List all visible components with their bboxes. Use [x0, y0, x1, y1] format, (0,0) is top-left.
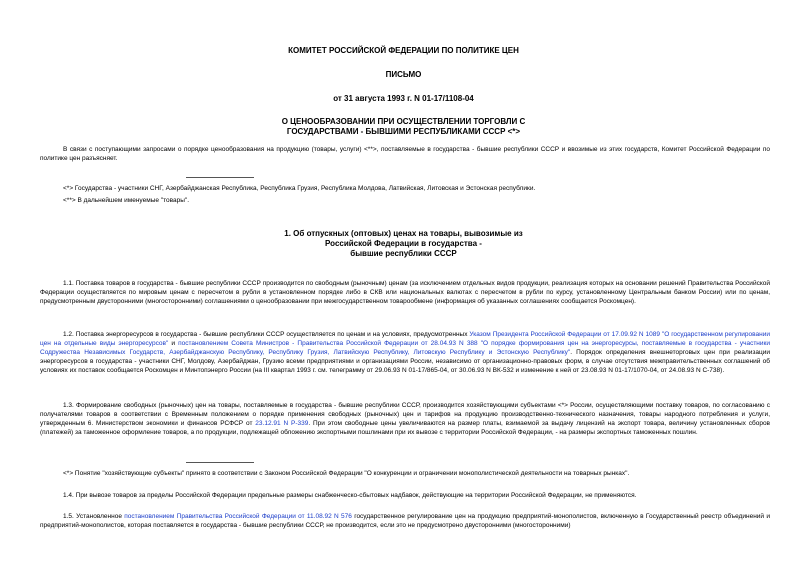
footnote-divider	[186, 177, 254, 178]
paragraph-1-5-text-a: 1.5. Установленное	[63, 513, 125, 520]
document-type: ПИСЬМО	[385, 70, 422, 79]
section-heading-line-1: 1. Об отпускных (оптовых) ценах на товары, вывозимые из	[284, 229, 523, 238]
section-heading-line-3: бывшие республики СССР	[350, 249, 457, 258]
section-heading-line-2: Российской Федерации в государства -	[325, 239, 482, 248]
footnote-business-entities: <*> Понятие "хозяйствующие субъекты" принято в соответствии с Законом Российской Федерации "О конкуренции и ограничении монополистической деятельности на товарных рынках".	[63, 470, 630, 477]
document-title	[0, 117, 807, 137]
footnote-divider-2	[186, 462, 254, 463]
footnote-goods: <**> В дальнейшем именуемые "товары".	[63, 197, 190, 204]
paragraph-1-1: 1.1. Поставка товаров в государства - бывшие республики СССР производится по свободным (рыночным) ценам (за исключением отдельных видов продукции, реализация которых на основании решений Правительства Российской Федерации осуществляется по мировым ценам с пересчетом в рубли в установленном порядке либо в СКВ или национальных валютах с пересчетом в рубли по курсу, установленному Центральным банком России) или по ценам, предусмотренным двусторонними (многосторонними) соглашениями о ценообразовании при межгосударственном товарообмене (информация об указанных соглашениях сообщается Роскомцен).	[40, 280, 770, 305]
link-postanovlenie-576[interactable]: постановлением Правительства Российской Федерации от 11.08.92 N 576	[124, 513, 352, 520]
document-date-number: от 31 августа 1993 г. N 01-17/1108-04	[333, 94, 474, 103]
title-line-1: О ЦЕНООБРАЗОВАНИИ ПРИ ОСУЩЕСТВЛЕНИИ ТОРГОВЛИ С	[281, 117, 526, 126]
paragraph-1-2-text-c: . Порядок определения внешнеторговых цен при реализации энергоресурсов в государства - участники СНГ, Молдову, Азербайджан, Грузию всеми предприятиями и организациями России, независимо от организационно-правовых форм, в случае отсутствия межправительственных соглашений об условиях их поставок сообщается Роскомцен и Минтопэнерго России (на III квартал 1993 г. см. телеграмму от 29.06.93 N 01-17/865-04, от 30.06.93 N ВК-532 и изменение к ней от 23.08.93 N 01-17/1070-04, от 24.08.93 N С-738).	[40, 349, 770, 374]
link-postanovlenie-388[interactable]: постановлением Совета Министров - Правительства Российской Федерации от 28.04.93 N 388 "О порядке формирования цен на энергоресурсы, поставляемые в государства - участники Содружества Независимых Государств, Азербайджанскую Республику, Республику Грузия, Латвийскую Республику, Литовскую Республику и Эстонскую Республику"	[40, 340, 770, 356]
paragraph-1-3	[40, 401, 770, 437]
intro-paragraph: В связи с поступающими запросами о порядке ценообразования на продукцию (товары, услуги) <**>, поставляемые в государства - бывшие республики СССР и ввозимые из этих государств, Комитет Российской Федерации по политике цен разъясняет.	[40, 146, 770, 162]
link-ukaz-1089[interactable]: Указом Президента Российской Федерации от 17.09.92 N 1089 "О государственном регулировании цен на отдельные виды энергоресурсов"	[40, 331, 770, 347]
paragraph-1-5-text-b: государственное регулирование цен на продукцию предприятий-монополистов, включенную в Государственный реестр объединений и предприятий-монополистов, которая поставляется в государства - бывшие республики СССР, не производится, если это не предусмотрено двусторонними (многосторонними)	[40, 513, 770, 529]
paragraph-1-5	[40, 512, 770, 530]
paragraph-1-3-text-a: 1.3. Формирование свободных (рыночных) цен на товары, поставляемые в государства - бывшие республики СССР, производится хозяйствующими субъектами <*> России, осуществляющими поставку товаров, по согласованию с получателями товаров в соответствии с Временным положением о порядке применения свободных (рыночных) цен и тарифов на продукцию производственно-технического назначения, товары народного потребления и услуги, утвержденным 6. Министерством экономики и финансов РСФСР от	[40, 402, 770, 427]
footnote-states: <*> Государства - участники СНГ, Азербайджанская Республика, Республика Грузия, Республика Молдова, Латвийская, Литовская и Эстонская республики.	[63, 185, 536, 192]
paragraph-1-2-text-b: и	[168, 340, 179, 347]
title-line-2: ГОСУДАРСТВАМИ - БЫВШИМИ РЕСПУБЛИКАМИ СССР <*>	[286, 127, 521, 136]
paragraph-1-3-text-b: . При этом свободные цены увеличиваются на размер платы, взимаемой за выдачу лицензий на экспорт товара, величину установленных сборов (платежей) за таможенное оформление товаров, а по продукции, подлежащей обложению экспортными пошлинами при их вывозе с территории Российской Федерации, - на размеры экспортных таможенных пошлин.	[40, 420, 771, 436]
organization-heading: КОМИТЕТ РОССИЙСКОЙ ФЕДЕРАЦИИ ПО ПОЛИТИКЕ ЦЕН	[288, 46, 519, 55]
section-1-heading	[0, 229, 807, 259]
link-r-339[interactable]: 23.12.91 N Р-339	[255, 420, 309, 427]
paragraph-1-4: 1.4. При вывозе товаров за пределы Российской Федерации предельные размеры снабженческо-сбытовых надбавок, действующие на территории Российской Федерации, не применяются.	[63, 492, 637, 499]
paragraph-1-2-text-a: 1.2. Поставка энергоресурсов в государства - бывшие республики СССР осуществляется по ценам и на условиях, предусмотренных	[63, 331, 470, 338]
paragraph-1-2	[40, 330, 770, 375]
